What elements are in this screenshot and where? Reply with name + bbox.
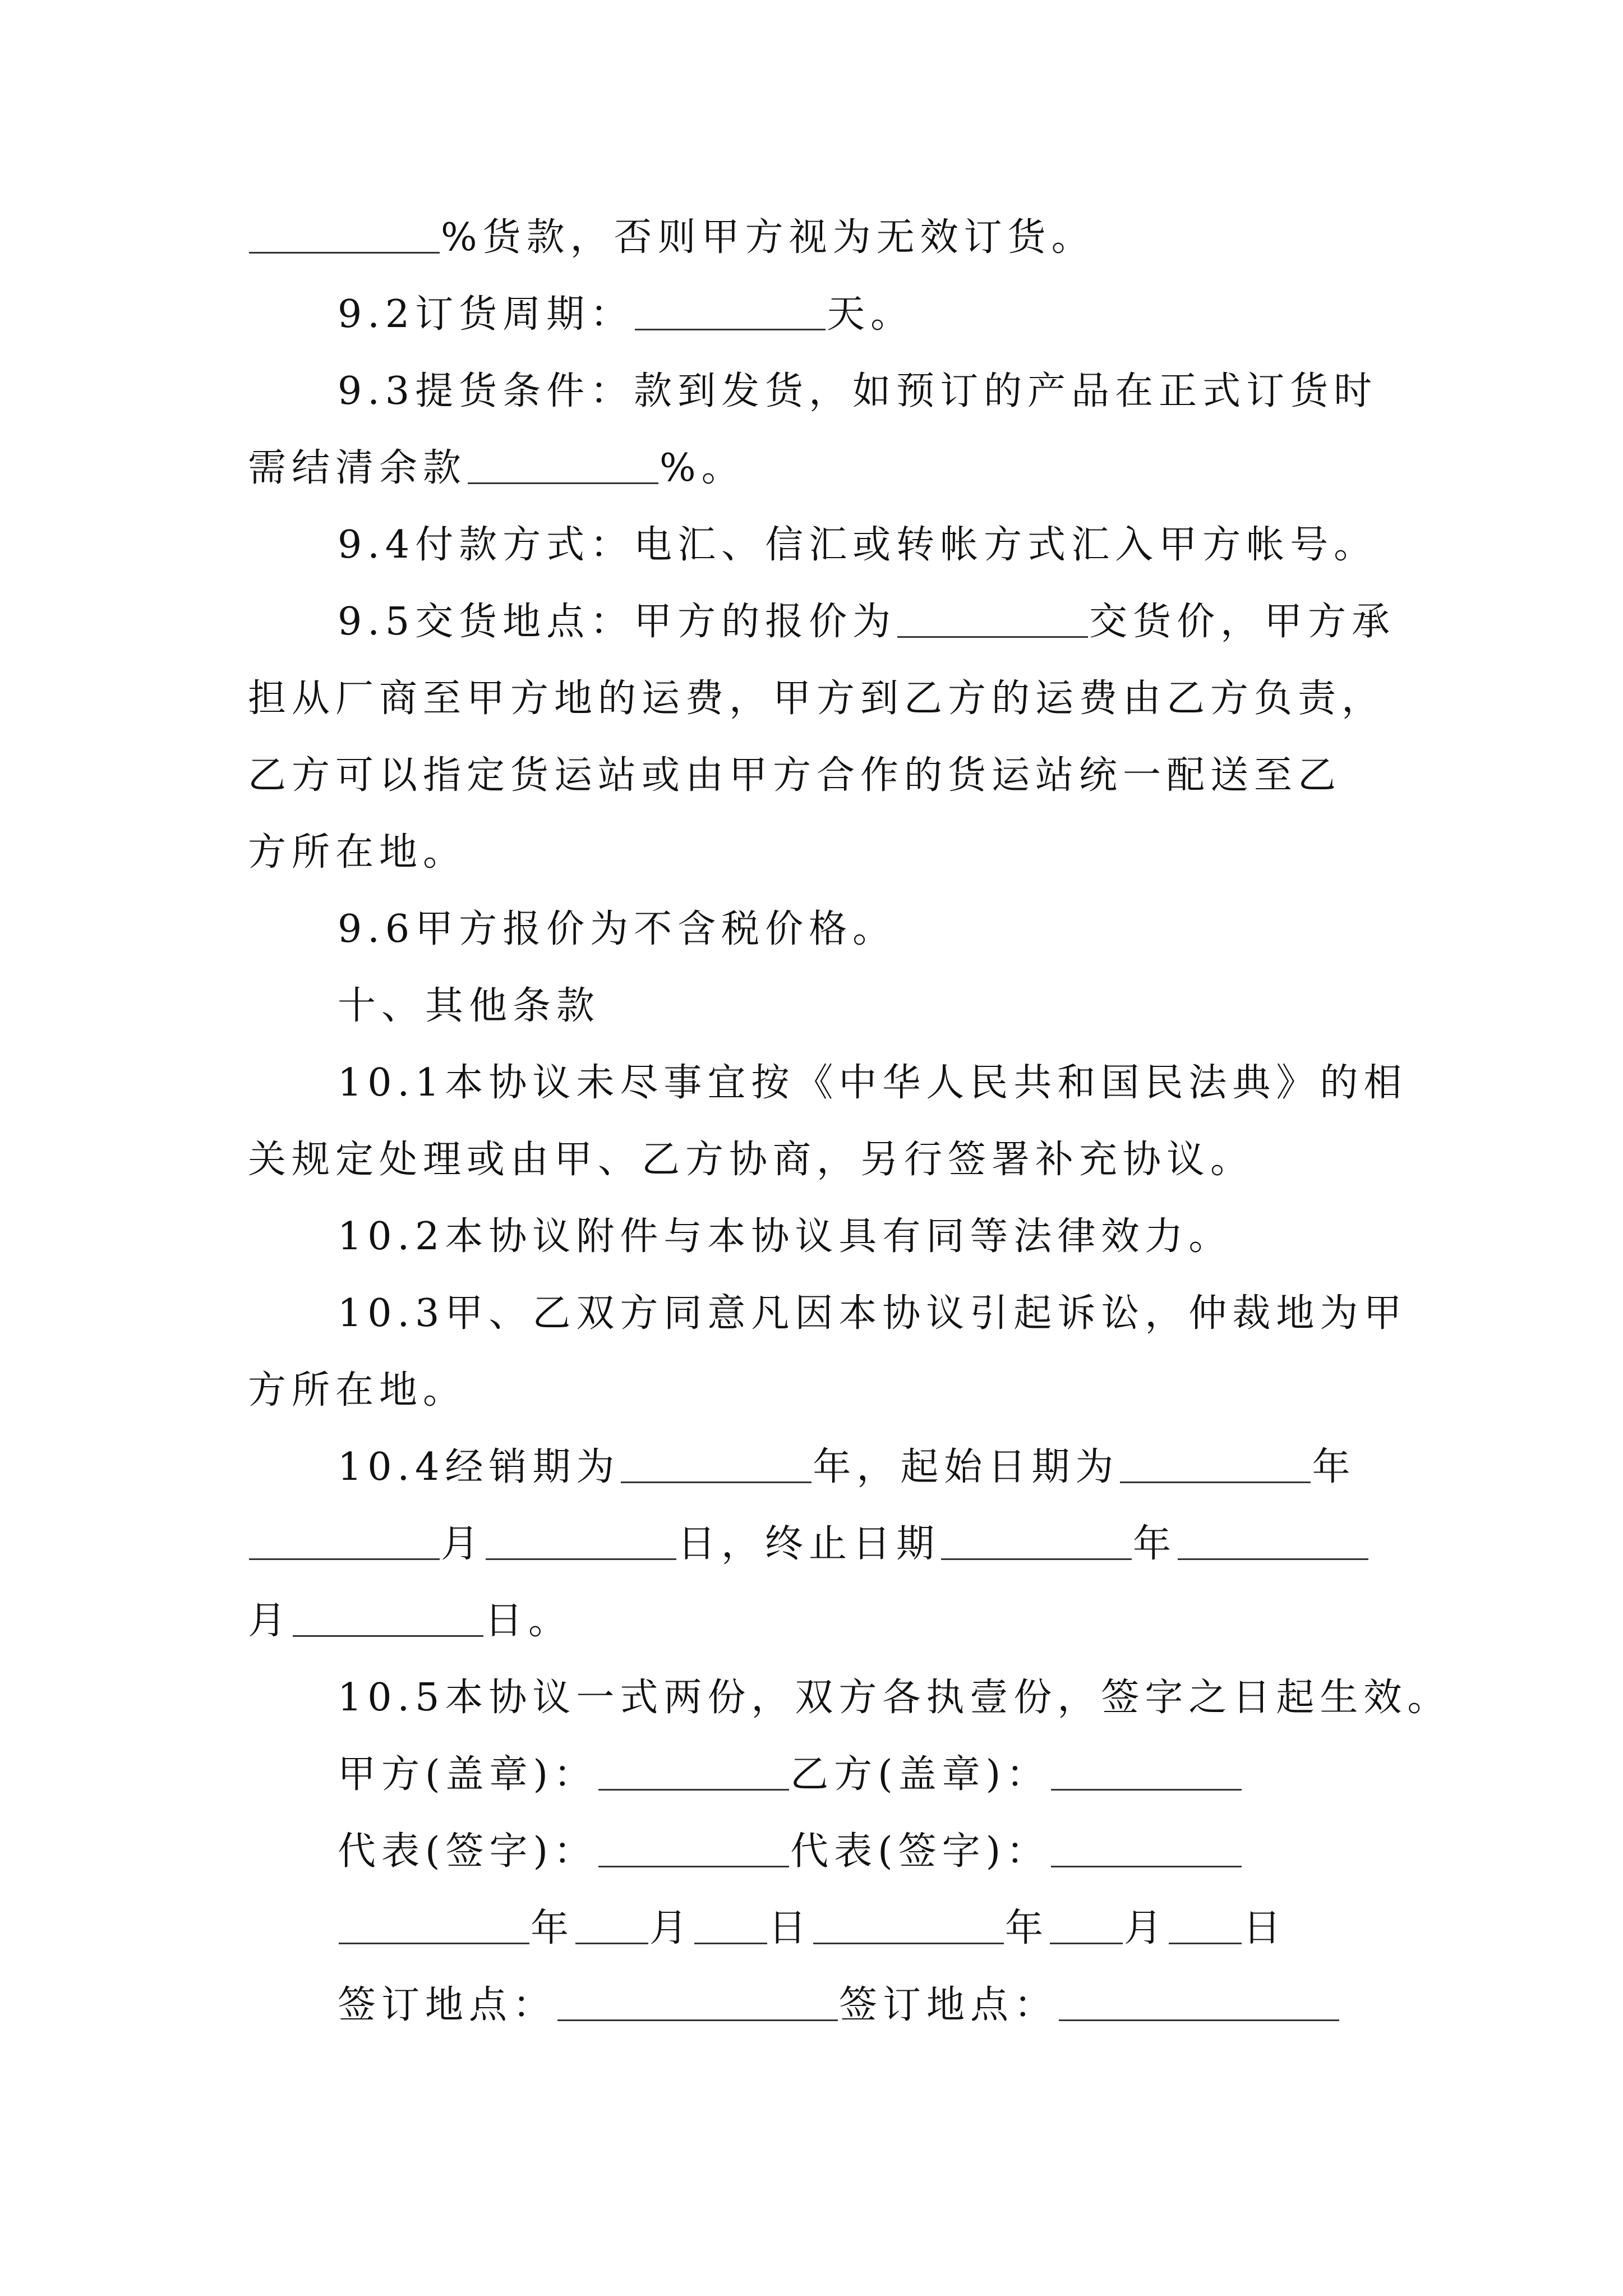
place-b-label: 签订地点： [839, 1983, 1058, 2027]
party-b-seal-label: 乙方(盖章)： [790, 1752, 1050, 1797]
clause-9-6: 9.6甲方报价为不含税价格。 [338, 907, 897, 951]
party-a-seal-field[interactable] [598, 1754, 789, 1791]
clause-9-5: 9.5交货地点：甲方的报价为 交货价，甲方承 [338, 600, 1396, 644]
clause-9-3: 9.3提货条件：款到发货，如预订的产品在正式订货时 [338, 369, 1378, 413]
rep-a-field[interactable] [598, 1831, 789, 1867]
text-line: %货款，否则甲方视为无效订货。 [248, 199, 1392, 276]
rep-b-label: 代表(签字)： [790, 1829, 1050, 1874]
party-a-seal-label: 甲方(盖章)： [338, 1752, 598, 1797]
text-line: 方所在地。 [248, 1368, 467, 1412]
text-line: 关规定处理或由甲、乙方协商，另行签署补充协议。 [248, 1138, 1255, 1182]
clause-10-5: 10.5本协议一式两份，双方各执壹份，签字之日起生效。 [338, 1676, 1451, 1720]
document-body [248, 199, 1451, 2044]
date-year-field[interactable] [339, 1908, 529, 1944]
text-line: 月 日。 [248, 1599, 573, 1643]
blank-field[interactable] [486, 1524, 676, 1560]
clause-9-4: 9.4付款方式：电汇、信汇或转帐方式汇入甲方帐号。 [338, 523, 1378, 567]
rep-a-label: 代表(签字)： [338, 1829, 598, 1874]
party-b-seal-field[interactable] [1051, 1754, 1242, 1791]
date-day-field[interactable] [694, 1908, 767, 1944]
text-line: 方所在地。 [248, 830, 467, 875]
blank-field[interactable] [941, 1524, 1132, 1560]
blank-field[interactable] [293, 1600, 483, 1637]
rep-b-field[interactable] [1051, 1831, 1242, 1867]
place-b-field[interactable] [1059, 1985, 1339, 2021]
text-line: 乙方可以指定货运站或由甲方合作的货运站统一配送至乙 [248, 753, 1342, 798]
blank-field[interactable] [635, 294, 826, 330]
blank-field[interactable] [468, 448, 658, 484]
blank-field[interactable] [621, 1447, 811, 1483]
text-line: 担从厂商至甲方地的运费，甲方到乙方的运费由乙方负责， [248, 677, 1386, 721]
signature-seal-row [248, 1736, 1392, 1813]
text-line: 需结清余款 %。 [248, 446, 745, 490]
clause-10-1: 10.1本协议未尽事宜按《中华人民共和国民法典》的相 [338, 1061, 1408, 1105]
text-line: 月 日，终止日期 年 [248, 1506, 1392, 1582]
date-year-field[interactable] [813, 1908, 1004, 1944]
signature-place-row [248, 1967, 1392, 2044]
section-heading: 十、其他条款 [338, 984, 601, 1028]
date-month-field[interactable] [575, 1908, 648, 1944]
clause-10-2: 10.2本协议附件与本协议具有同等法律效力。 [338, 1214, 1233, 1259]
clause-10-4: 10.4经销期为 年，起始日期为 年 [338, 1445, 1356, 1489]
place-a-field[interactable] [557, 1985, 838, 2021]
date-month-field[interactable] [1050, 1908, 1123, 1944]
signature-rep-row [248, 1813, 1392, 1890]
blank-field[interactable] [249, 217, 440, 254]
blank-field[interactable] [897, 601, 1088, 638]
clause-10-3: 10.3甲、乙双方同意凡因本协议引起诉讼，仲裁地为甲 [338, 1291, 1408, 1336]
clause-9-2: 9.2订货周期： 天。 [338, 292, 915, 337]
blank-field[interactable] [249, 1524, 440, 1560]
blank-field[interactable] [1120, 1447, 1311, 1483]
blank-field[interactable] [1178, 1524, 1368, 1560]
signature-date-row: 年 月 日 年 月 日 [248, 1890, 1392, 1967]
place-a-label: 签订地点： [338, 1983, 557, 2027]
date-day-field[interactable] [1169, 1908, 1242, 1944]
